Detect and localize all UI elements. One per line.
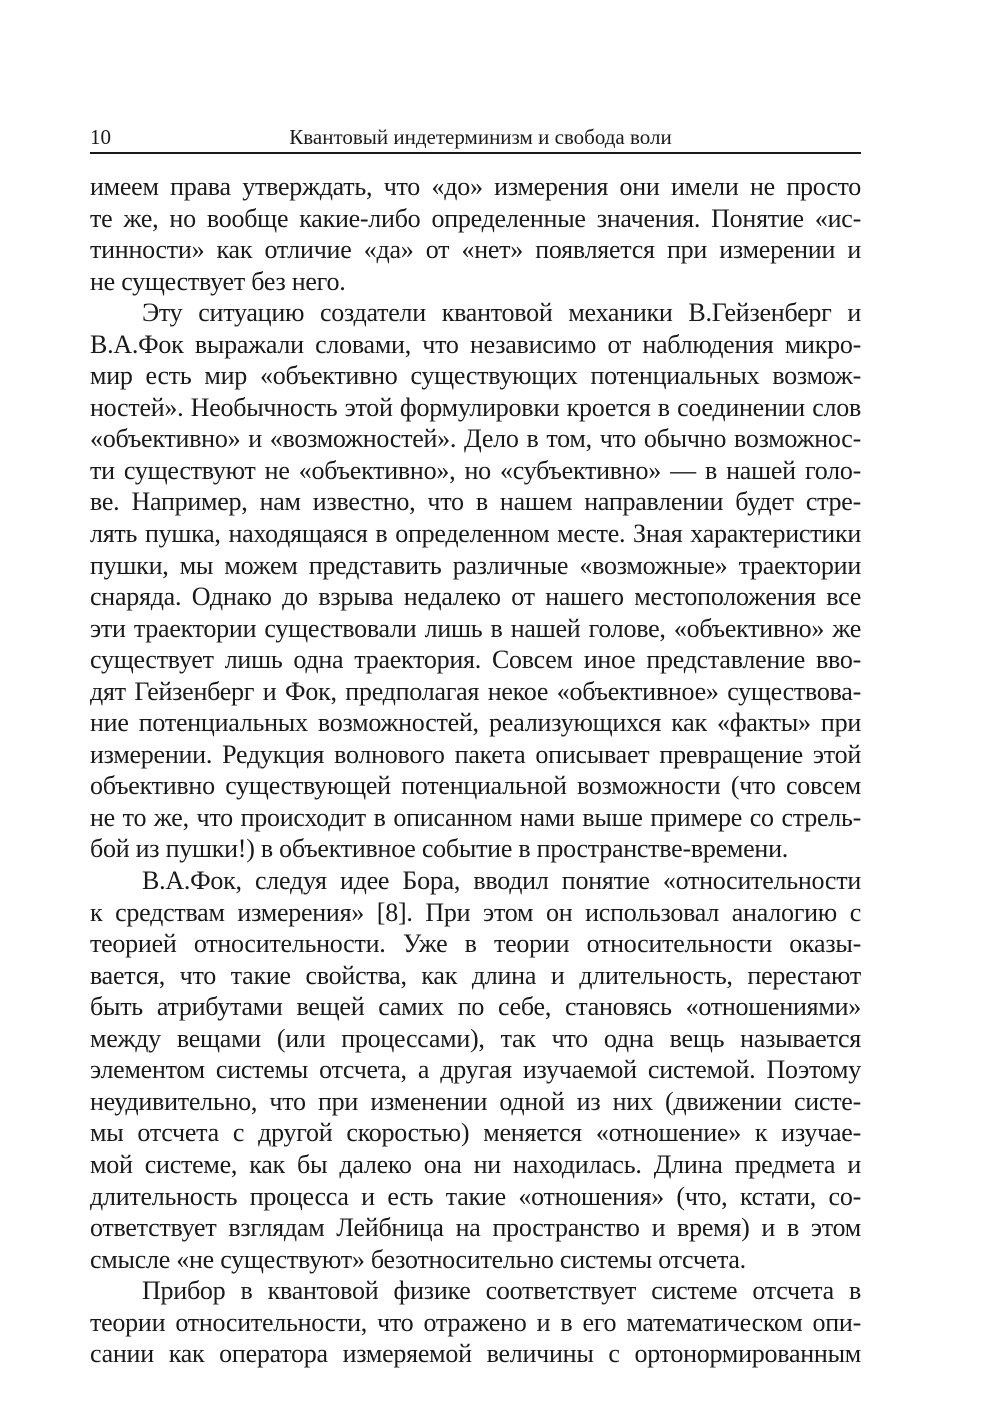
text-line: лять пушка, находящаяся в определенном месте. Зная характеристики [90, 519, 861, 549]
text-line: ностей». Необычность этой формулировки кроется в соединении слов [90, 392, 861, 422]
text-line: измерении. Редукция волнового пакета описывает превращение этой [90, 739, 861, 769]
header-rule [90, 152, 861, 154]
text-line: имеем права утверждать, что «до» измерения они имели не просто [90, 172, 861, 201]
text-line: теории относительности, что отражено и в его математическом опи- [90, 1307, 861, 1337]
text-line: не то же, что происходит в описанном нами выше примере со стрель- [90, 802, 861, 832]
text-line: дят Гейзенберг и Фок, предполагая некое «объективное» существова- [90, 676, 861, 706]
page-number: 10 [90, 125, 111, 149]
text-line: ответствует взглядам Лейбница на пространство и время) и в этом [90, 1213, 861, 1243]
text-line: ти существуют не «объективно», но «субъективно» — в нашей голо- [90, 455, 861, 485]
text-line: к средствам измерения» [8]. При этом он использовал аналогию с [90, 897, 861, 927]
running-title: Квантовый индетерминизм и свобода воли [289, 125, 672, 149]
text-line: тинности» как отличие «да» от «нет» появляется при измерении и [90, 235, 861, 265]
paragraph-2 [90, 297, 861, 865]
text-line: ве. Например, нам известно, что в нашем направлении будет стре- [90, 487, 861, 517]
paragraph-1 [90, 171, 861, 297]
text-line: мир есть мир «объективно существующих потенциальных возмож- [90, 361, 861, 391]
text-line: сании как оператора измеряемой величины с ортонормированным [90, 1339, 861, 1369]
paragraph-3 [90, 865, 861, 1275]
text-line: элементом системы отсчета, а другая изучаемой системой. Поэтому [90, 1055, 861, 1085]
text-line: не существует без него. [90, 266, 346, 296]
text-line: эти траектории существовали лишь в нашей голове, «объективно» же [90, 613, 861, 643]
text-line: объективно существующей потенциальной возможности (что совсем [90, 771, 861, 801]
text-line: пушки, мы можем представить различные «возможные» траектории [90, 550, 861, 580]
text-line: В.А.Фок выражали словами, что независимо от наблюдения микро- [90, 329, 861, 359]
text-line: мы отсчета с другой скоростью) меняется «отношение» к изучае- [90, 1118, 861, 1148]
text-line: быть атрибутами вещей самих по себе, становясь «отношениями» [90, 992, 861, 1022]
text-line: смысле «не существуют» безотносительно системы отсчета. [90, 1244, 746, 1274]
text-line: теорией относительности. Уже в теории относительности оказы- [90, 929, 861, 959]
text-line: Прибор в квантовой физике соответствует системе отсчета в [142, 1276, 861, 1306]
text-line: неудивительно, что при изменении одной из них (движении систе- [90, 1086, 861, 1116]
running-head [90, 122, 861, 152]
text-line: Эту ситуацию создатели квантовой механики В.Гейзенберг и [142, 298, 861, 328]
text-line: «объективно» и «возможностей». Дело в том, что обычно возможнос- [90, 424, 861, 454]
body-text [90, 171, 861, 1370]
text-line: те же, но вообще какие-либо определенные значения. Понятие «ис- [90, 203, 861, 233]
text-line: снаряда. Однако до взрыва недалеко от нашего местоположения все [90, 582, 861, 612]
text-line: длительность процесса и есть такие «отношения» (что, кстати, со- [90, 1181, 861, 1211]
text-line: между вещами (или процессами), так что одна вещь называется [90, 1023, 861, 1053]
text-line: вается, что такие свойства, как длина и длительность, перестают [90, 960, 861, 990]
text-line: мой системе, как бы далеко она ни находилась. Длина предмета и [90, 1149, 861, 1179]
text-line: ние потенциальных возможностей, реализующихся как «факты» при [90, 708, 861, 738]
text-line: бой из пушки!) в объективное событие в пространстве-времени. [90, 834, 789, 864]
text-line: существует лишь одна траектория. Совсем иное представление вво- [90, 645, 861, 675]
text-line: В.А.Фок, следуя идее Бора, вводил понятие «относительности [142, 866, 861, 896]
paragraph-4 [90, 1275, 861, 1370]
